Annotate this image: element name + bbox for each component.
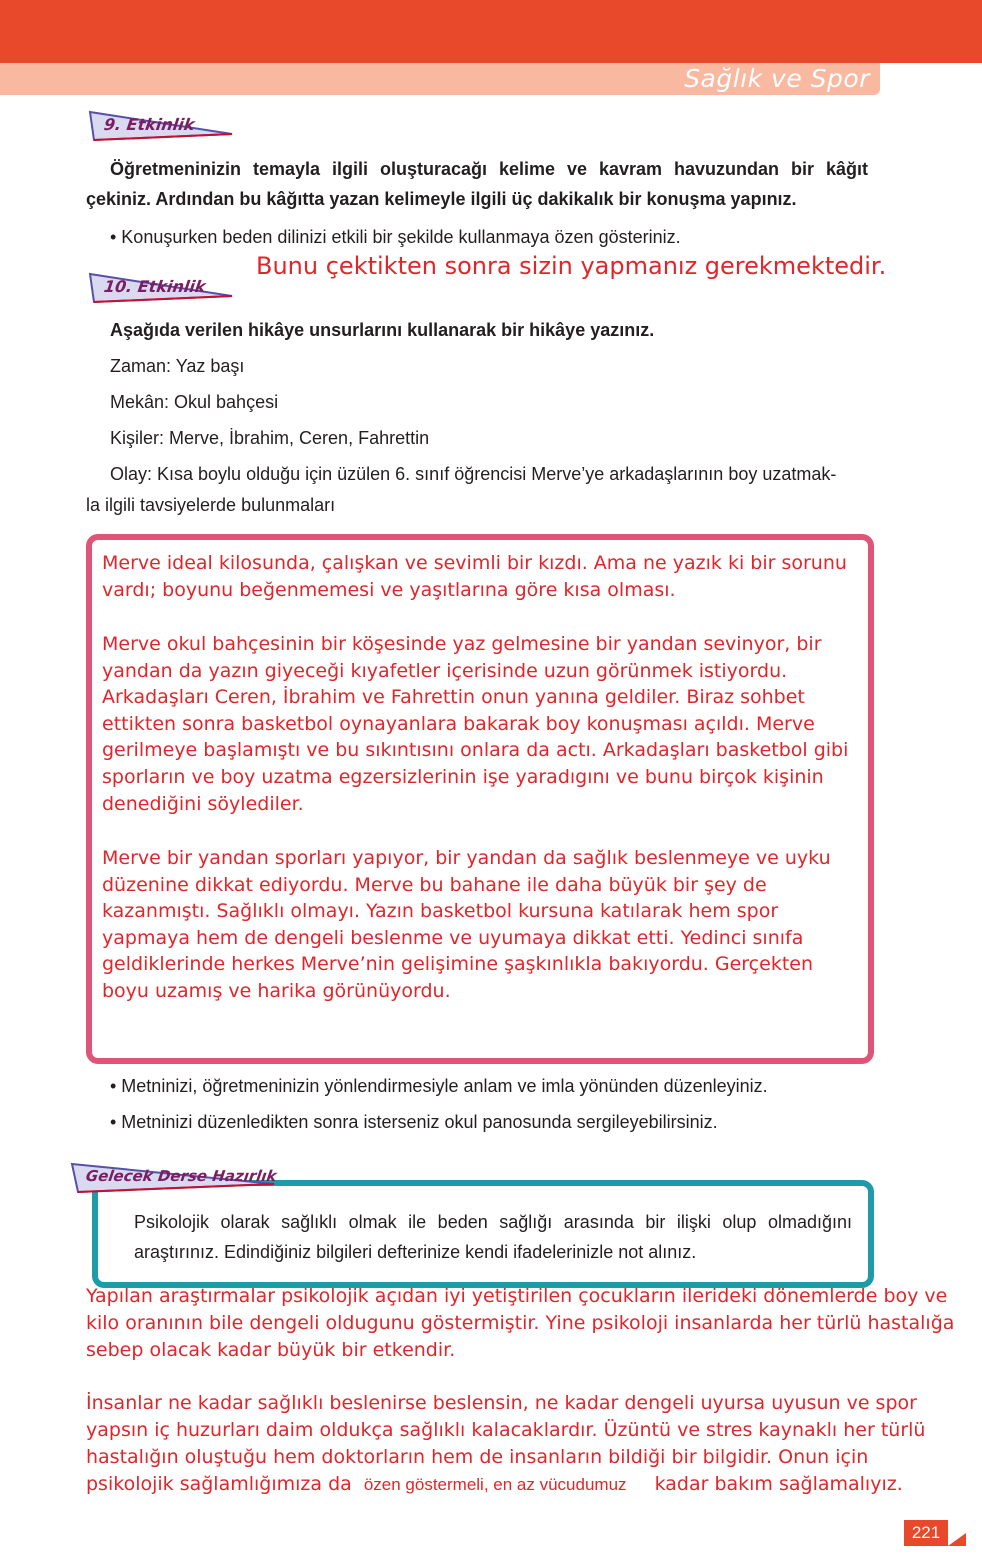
story-time: Zaman: Yaz başı [110, 356, 245, 376]
research-answer-insert: özen göstermeli, en az vücudumuz [363, 1475, 627, 1494]
page-number-tab [948, 1520, 966, 1546]
research-answer-paragraph-2 [86, 1390, 956, 1498]
teacher-note: Bunu çektikten sonra sizin yapmanız gerekmektedir. [256, 252, 887, 280]
story-paragraph-2: Merve okul bahçesinin bir köşesinde yaz gelmesine bir yandan sevinyor, bir yandan da yazın giyeceği kıyafetler içerisinde uzun görünmek istiyordu. Arkadaşları Ceren, İbrahim ve Fahrettin onun yanına geldiler. Biraz sohbet ettikten sonra basketbol oynayanlara bakarak boy konuşması açıldı. Merve gerilmeye başlamıştı ve bu sıkıntısını onlara da actı. Arkadaşları basketbol gibi sporların ve boy uzatma egzersizlerinin işe yaradıgını ve bunu birçok kişinin denediğini söylediler. [102, 633, 849, 815]
next-lesson-tag [68, 1162, 278, 1196]
activity-9-instruction: Öğretmeninizin temayla ilgili oluşturacağı kelime ve kavram havuzundan bir kâğıt çekiniz. Ardından bu kâğıtta yazan kelimeyle ilgili üç dakikalık bir konuşma yapınız. [86, 159, 868, 209]
activity-9-bullet: • Konuşurken beden dilinizi etkili bir şekilde kullanmaya özen gösteriniz. [110, 227, 681, 247]
display-bullet: • Metninizi düzenledikten sonra isterseniz okul panosunda sergileyebilirsiniz. [110, 1112, 718, 1132]
story-event-line1: Olay: Kısa boylu olduğu için üzülen 6. sınıf öğrencisi Merve’ye arkadaşlarının boy uzatmak- [110, 464, 837, 484]
revise-bullet: • Metninizi, öğretmeninizin yönlendirmesiyle anlam ve imla yönünden düzenleyiniz. [110, 1076, 768, 1096]
activity-10-label: 10. Etkinlik [102, 277, 207, 296]
section-title: Sağlık ve Spor [684, 64, 870, 93]
story-paragraph-3: Merve bir yandan sporları yapıyor, bir yandan da sağlık beslenmeye ve uyku düzenine dikkat ediyordu. Merve bu bahane ile daha büyük bir şey de kazanmıştı. Sağlıklı olmayı. Yazın basketbol kursuna katılarak hem spor yapmaya hem de dengeli beslenme ve uyumaya dikkat etti. Yedinci sınıfa geldiklerinde herkes Merve’nin gelişimine şaşkınlıkla bakıyordu. Gerçekten boyu uzamış ve harika görünüyordu. [102, 847, 831, 1002]
page-number [904, 1520, 948, 1546]
activity-10-instruction: Aşağıda verilen hikâye unsurlarını kullanarak bir hikâye yazınız. [110, 320, 655, 340]
story-event-line2: la ilgili tavsiyelerde bulunmaları [86, 495, 336, 515]
next-lesson-text: Psikolojik olarak sağlıklı olmak ile beden sağlığı arasında bir ilişki olup olmadığını araştırınız. Edindiğiniz bilgileri defterinize kendi ifadelerinizle not alınız. [134, 1212, 852, 1262]
header-bar [0, 0, 982, 63]
activity-9-tag [86, 110, 236, 144]
research-answer-paragraph-1: Yapılan araştırmalar psikolojik açıdan iyi yetiştirilen çocukların ilerideki dönemlerde boy ve kilo oranının bile dengeli oldugunu göstermiştir. Yine psikoloji insanlarda her türlü hastalığa sebep olacak kadar büyük bir etkendir. [86, 1285, 955, 1361]
story-paragraph-1: Merve ideal kilosunda, çalışkan ve sevimli bir kızdı. Ama ne yazık ki bir sorunu vardı; boyunu beğenmemesi ve yaşıtlarına göre kısa olması. [102, 552, 847, 601]
activity-10-tag [86, 272, 236, 306]
story-place: Mekân: Okul bahçesi [110, 392, 279, 412]
activity-9-label: 9. Etkinlik [102, 115, 196, 134]
story-characters: Kişiler: Merve, İbrahim, Ceren, Fahrettin [110, 428, 430, 448]
page-number-label: 221 [911, 1523, 941, 1542]
research-answer-main: İnsanlar ne kadar sağlıklı beslenirse beslensin, ne kadar dengeli uyursa uyusun ve spor yapsın iç huzurları daim oldukça sağlıklı kalacaklardır. Üzüntü ve stres kaynaklı her türlü hastalığın oluştuğu hem doktorların hem de insanların bildiği bir bilgidir. Onun için psikolojik sağlamlığımıza da [86, 1392, 926, 1495]
research-answer-end: kadar bakım sağlamalıyız. [654, 1473, 903, 1495]
next-lesson-label: Gelecek Derse Hazırlık [84, 1167, 278, 1185]
